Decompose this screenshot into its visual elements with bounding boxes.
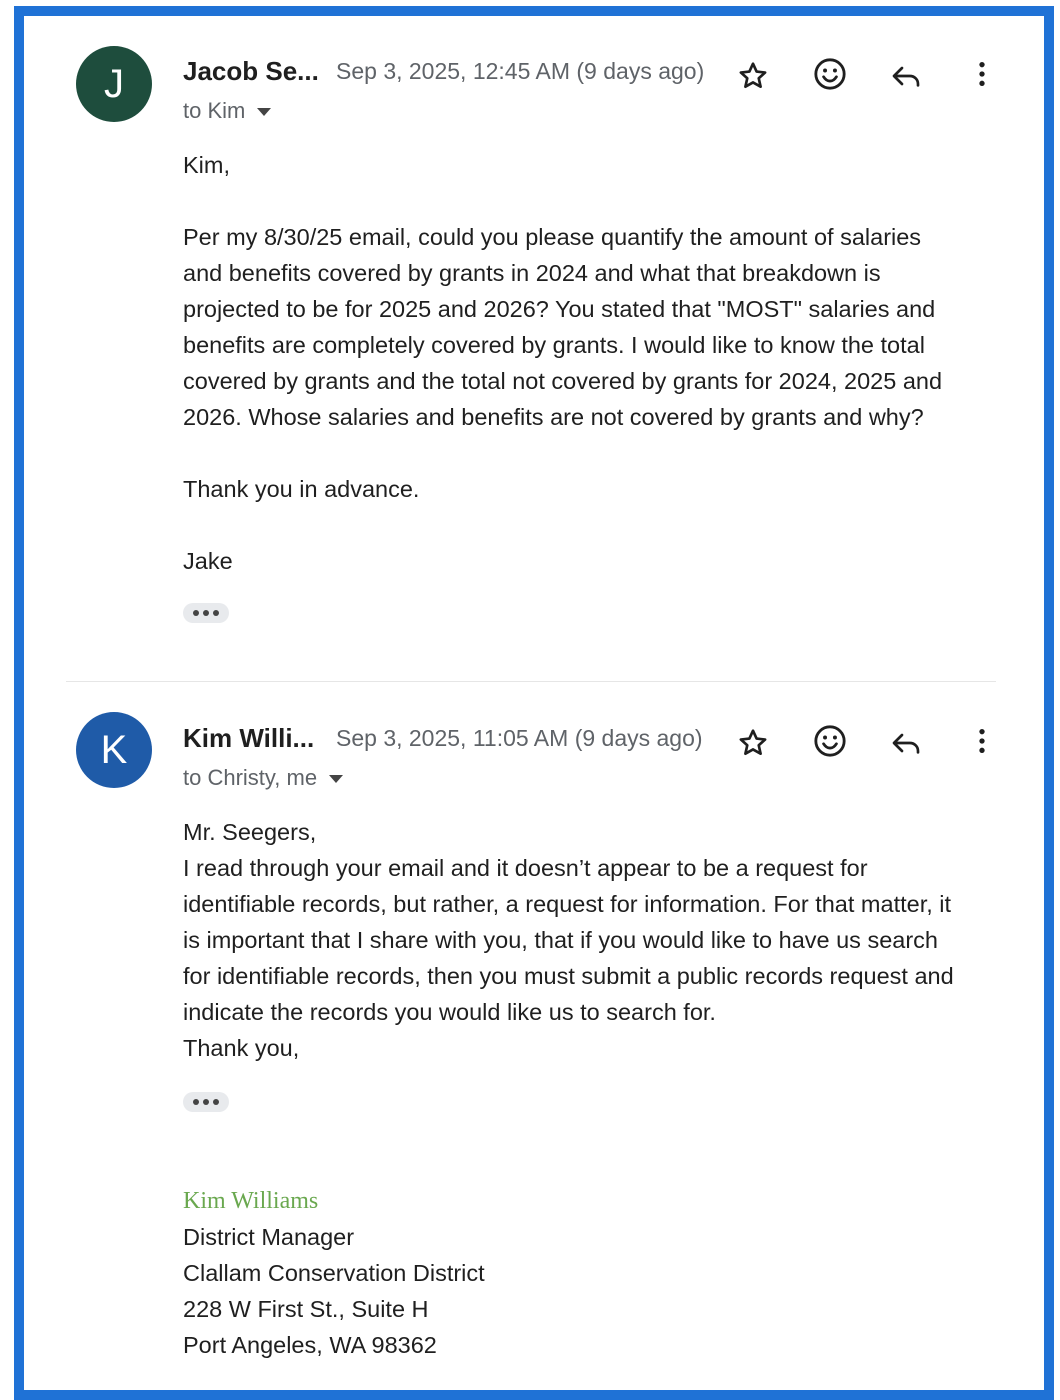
closing-line: Thank you in advance. — [183, 476, 420, 502]
dot — [213, 1099, 219, 1105]
body-line: indicate the records you would like us to search for. — [183, 999, 716, 1025]
signature-name: Kim Williams — [183, 1188, 319, 1214]
greeting: Kim, — [183, 152, 230, 178]
sender-avatar[interactable]: K — [76, 712, 152, 788]
body-line: for identifiable records, then you must submit a public records request and — [183, 963, 954, 989]
show-trimmed-content-button[interactable] — [183, 603, 229, 623]
reply-icon[interactable] — [886, 56, 926, 96]
message-body — [183, 147, 942, 579]
signature-title: District Manager — [183, 1224, 355, 1250]
body-line: Per my 8/30/25 email, could you please quantify the amount of salaries — [183, 224, 922, 250]
signature-address-line-1: 228 W First St., Suite H — [183, 1296, 429, 1322]
message-date: Sep 3, 2025, 11:05 AM (9 days ago) — [336, 725, 703, 751]
message-date: Sep 3, 2025, 12:45 AM (9 days ago) — [336, 58, 705, 84]
star-icon[interactable] — [733, 723, 773, 763]
reply-icon[interactable] — [886, 723, 926, 763]
body-line: is important that I share with you, that if you would like to have us search — [183, 927, 938, 953]
body-line: identifiable records, but rather, a request for information. For that matter, it — [183, 891, 952, 917]
emoji-icon[interactable] — [810, 54, 850, 94]
sender-avatar[interactable]: J — [76, 46, 152, 122]
body-line: Mr. Seegers, — [183, 819, 317, 845]
signature-block — [183, 1183, 485, 1363]
body-line: projected to be for 2025 and 2026? You stated that "MOST" salaries and — [183, 296, 936, 322]
dot — [193, 1099, 199, 1105]
dot — [203, 1099, 209, 1105]
recipients-toggle[interactable] — [183, 765, 343, 791]
dot — [213, 610, 219, 616]
show-trimmed-content-button[interactable] — [183, 1092, 229, 1112]
recipients-label: to Kim — [183, 98, 246, 123]
closing-line: Thank you, — [183, 1035, 300, 1061]
dot — [203, 610, 209, 616]
star-icon[interactable] — [733, 56, 773, 96]
recipients-label: to Christy, me — [183, 765, 318, 790]
email-thread — [14, 6, 1054, 1400]
body-line: benefits are completely covered by grants. I would like to know the total — [183, 332, 925, 358]
recipients-toggle[interactable] — [183, 98, 271, 124]
body-line: 2026. Whose salaries and benefits are not covered by grants and why? — [183, 404, 924, 430]
more-vert-icon[interactable] — [962, 54, 1002, 94]
sender-name[interactable]: Jacob Se... — [183, 56, 319, 86]
signature-org: Clallam Conservation District — [183, 1260, 485, 1286]
dot — [193, 610, 199, 616]
chevron-down-icon[interactable] — [329, 775, 343, 783]
emoji-icon[interactable] — [810, 721, 850, 761]
body-line: I read through your email and it doesn’t appear to be a request for — [183, 855, 868, 881]
chevron-down-icon[interactable] — [257, 108, 271, 116]
signature-address-line-2: Port Angeles, WA 98362 — [183, 1332, 437, 1358]
message-body — [183, 814, 995, 1066]
body-line: and benefits covered by grants in 2024 and what that breakdown is — [183, 260, 881, 286]
body-line: covered by grants and the total not covered by grants for 2024, 2025 and — [183, 368, 943, 394]
more-vert-icon[interactable] — [962, 721, 1002, 761]
sender-name[interactable]: Kim Willi... — [183, 723, 315, 753]
signoff: Jake — [183, 548, 233, 574]
message-divider — [66, 681, 996, 682]
